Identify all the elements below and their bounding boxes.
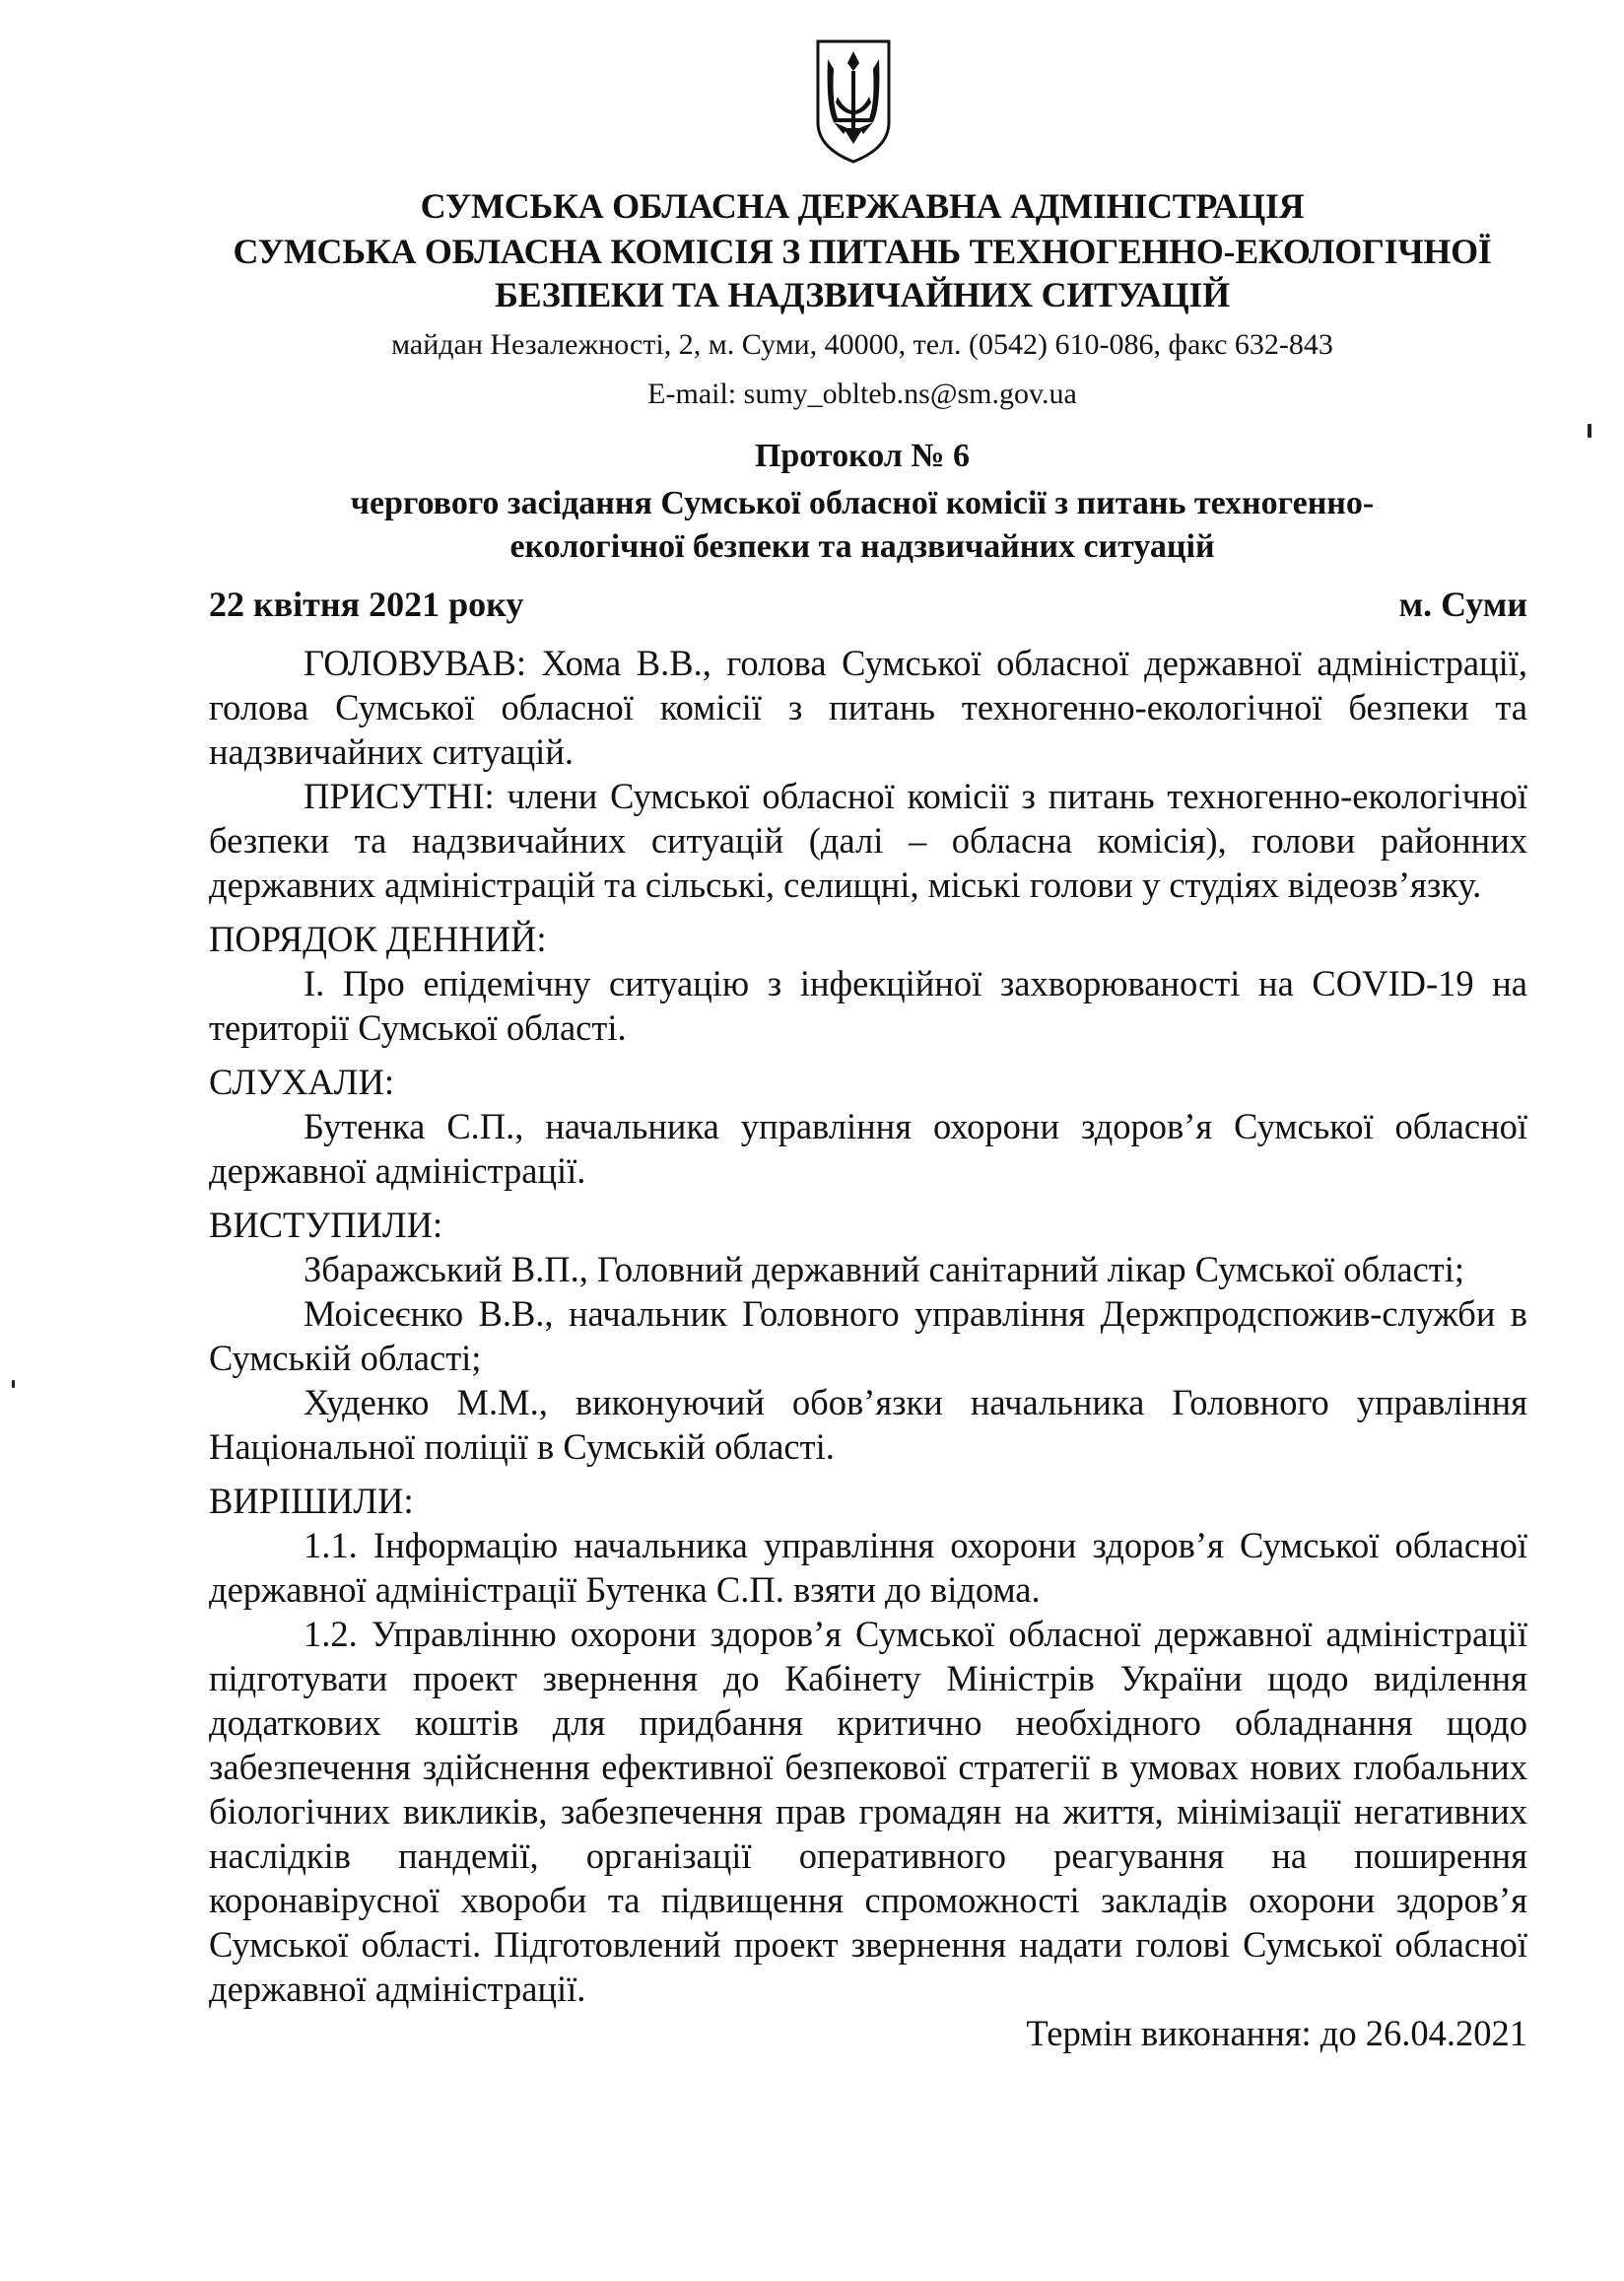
present-paragraph: ПРИСУТНІ: члени Сумської обласної комісії з питань техногенно-екологічної безпеки та надзвичайних ситуацій (далі – обласна комісія), голови районних державних адміністрацій та сільські, селищні, міські голови у студіях відеозв’язку. <box>209 776 1527 905</box>
decision-1-2: 1.2. Управлінню охорони здоров’я Сумської обласної державної адміністрації підготувати проект звернення до Кабінету Міністрів України щодо виділення додаткових коштів для придбання критично необхідного обладнання щодо забезпечення здійснення ефективної безпекової стратегії в умовах нових глобальних біологічних викликів, забезпечення прав громадян на життя, мінімізації негативних наслідків пандемії, організації оперативного реагування на поширення коронавірусної хвороби та підвищення спроможності закладів охорони здоров’я Сумської області. Підготовлений проект звернення надати голові Сумської обласної державної адміністрації. <box>209 1614 1527 2009</box>
spoke-item: Худенко М.М., виконуючий обов’язки начальника Головного управління Національної поліції в Сумській області. <box>209 1382 1527 1467</box>
address-line: майдан Незалежності, 2, м. Суми, 40000, тел. (0542) 610-086, факс 632-843 <box>391 328 1333 361</box>
deadline: Термін виконання: до 26.04.2021 <box>1026 2013 1527 2053</box>
agenda-heading: ПОРЯДОК ДЕННИЙ: <box>209 919 547 959</box>
header-line-1: СУМСЬКА ОБЛАСНА ДЕРЖАВНА АДМІНІСТРАЦІЯ <box>420 186 1305 226</box>
email-line: E-mail: sumy_oblteb.ns@sm.gov.ua <box>647 378 1077 410</box>
protocol-subtitle-line-1: чергового засідання Сумської обласної комісії з питань техногенно- <box>350 485 1375 521</box>
agenda-item: І. Про епідемічну ситуацію з інфекційної захворюваності на COVID-19 на території Сумської області. <box>209 963 1527 1048</box>
chaired-paragraph: ГОЛОВУВАВ: Хома В.В., голова Сумської обласної державної адміністрації, голова Сумської обласної комісії з питань техногенно-екологічної безпеки та надзвичайних ситуацій. <box>209 643 1527 772</box>
spoke-item: Моісеєнко В.В., начальник Головного управління Держпродспожив-служби в Сумській області; <box>209 1293 1527 1378</box>
header-line-3: БЕЗПЕКИ ТА НАДЗВИЧАЙНИХ СИТУАЦІЙ <box>495 275 1230 314</box>
decided-heading: ВИРІШИЛИ: <box>209 1481 414 1521</box>
spoke-heading: ВИСТУПИЛИ: <box>209 1205 443 1245</box>
date-line <box>209 582 1527 627</box>
header-line-2: СУМСЬКА ОБЛАСНА КОМІСІЯ З ПИТАНЬ ТЕХНОГЕННО-ЕКОЛОГІЧНОЇ <box>233 232 1492 271</box>
meeting-date: 22 квітня 2021 року <box>209 585 524 624</box>
heard-item: Бутенка С.П., начальника управління охорони здоров’я Сумської обласної державної адміністрації. <box>209 1106 1527 1191</box>
spoke-item: Збаражський В.П., Головний державний санітарний лікар Сумської області; <box>304 1249 1465 1289</box>
protocol-body <box>209 641 1527 2055</box>
coat-of-arms-icon <box>814 37 893 166</box>
scan-speck <box>12 1380 15 1388</box>
protocol-title: Протокол № 6 <box>754 438 971 474</box>
meeting-city: м. Суми <box>1398 585 1527 624</box>
heard-heading: СЛУХАЛИ: <box>209 1062 395 1102</box>
decision-1-1: 1.1. Інформацію начальника управління охорони здоров’я Сумської обласної державної адміністрації Бутенка С.П. взяти до відома. <box>209 1525 1527 1610</box>
scan-speck <box>1588 424 1591 438</box>
protocol-subtitle-line-2: екологічної безпеки та надзвичайних ситуацій <box>509 528 1215 565</box>
